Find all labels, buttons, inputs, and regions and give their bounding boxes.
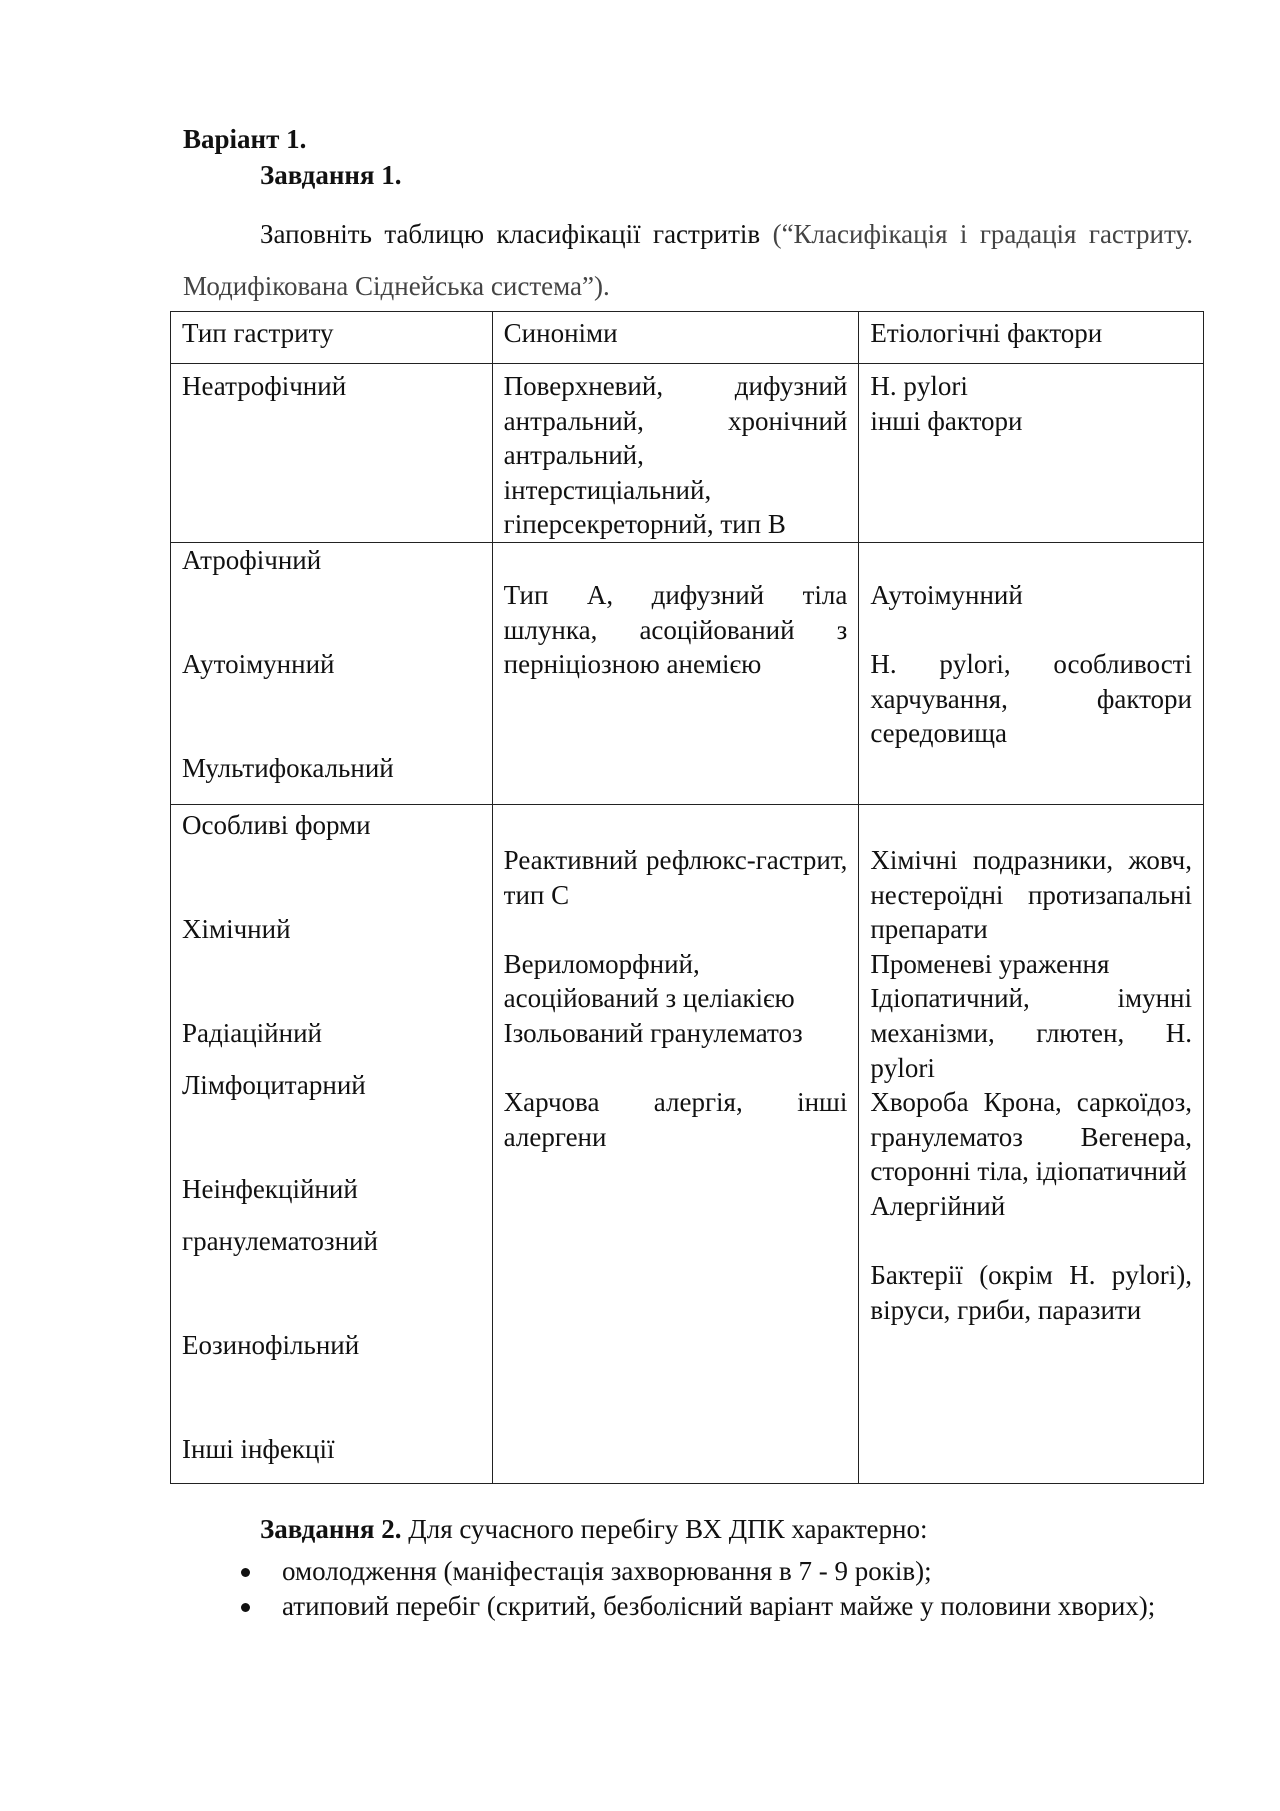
type-radiation: Радіаційний xyxy=(182,1017,322,1048)
type-granulomatous: гранулематозний xyxy=(182,1225,378,1256)
task1-instructions xyxy=(183,208,1193,312)
task2-label: Завдання 2. xyxy=(260,1514,402,1544)
etiology-item: H. pylori, особливості харчування, фактори середовища xyxy=(870,649,1192,749)
row1-type: Неатрофічний xyxy=(171,364,493,543)
synonym-item: Харчова алергія, інші алергени xyxy=(503,1087,848,1152)
instruction-main: Заповніть таблицю класифікації гастритів xyxy=(260,219,761,249)
row2-etiology xyxy=(859,542,1204,804)
etiology-item: інші фактори xyxy=(870,405,1023,436)
row2-types xyxy=(171,542,493,804)
etiology-item: Ідіопатичний, імунні механізми, глютен, H. pylori xyxy=(870,983,1192,1083)
synonym-item: Ізольований гранулематоз xyxy=(503,1017,803,1048)
synonym-item: Реактивний рефлюкс-гастрит, тип С xyxy=(503,844,848,910)
type-atrophic: Атрофічний xyxy=(182,544,322,575)
header-etiology: Етіологічні фактори xyxy=(859,312,1204,364)
row1-synonyms: Поверхневий, дифузний антральний, хронічний антральний, інтерстиціальний, гіперсекреторний, тип В xyxy=(492,364,859,543)
bullet-text: омолодження (маніфестація захворювання в 7 - 9 років); xyxy=(282,1556,932,1586)
row3-etiology xyxy=(859,804,1204,1483)
etiology-item: Хімічні подразники, жовч, нестероїдні протизапальні препарати xyxy=(870,844,1192,945)
table-row xyxy=(171,804,1204,1483)
instruction-source: (“Класифікація і градація гастриту. Модифікована Сіднейська система”). xyxy=(183,219,1193,301)
type-multifocal: Мультифокальний xyxy=(182,752,394,783)
gastritis-classification-table xyxy=(170,311,1204,1484)
etiology-item: Променеві ураження xyxy=(870,948,1110,979)
type-lymphocytic: Лімфоцитарний xyxy=(182,1069,366,1100)
bullet-icon xyxy=(241,1603,250,1612)
bullet-text: атиповий перебіг (скритий, безболісний варіант майже у половини хворих); xyxy=(282,1590,1156,1621)
type-eosinophilic: Еозинофільний xyxy=(182,1329,360,1360)
etiology-item: Алергійний xyxy=(870,1190,1006,1221)
table-header-row xyxy=(171,312,1204,364)
synonym-text: Тип А, дифузний тіла шлунка, асоційований з перніціозною анемією xyxy=(503,579,848,680)
row3-synonyms xyxy=(492,804,859,1483)
etiology-item: Хвороба Крона, саркоїдоз, гранулематоз Вегенера, сторонні тіла, ідіопатичний xyxy=(870,1087,1192,1187)
header-synonyms: Синоніми xyxy=(492,312,859,364)
list-item xyxy=(183,1554,1193,1589)
etiology-item: Аутоімунний xyxy=(870,579,1023,610)
row2-synonyms xyxy=(492,542,859,804)
etiology-item: Бактерії (окрім H. pylori), віруси, гриби, паразити xyxy=(870,1260,1192,1325)
type-chemical: Хімічний xyxy=(182,913,291,944)
table-row xyxy=(171,364,1204,543)
synonym-item: Вериломорфний, асоційований з целіакією xyxy=(503,948,795,1014)
list-item xyxy=(183,1589,1193,1624)
header-type: Тип гастриту xyxy=(171,312,493,364)
type-noninfectious: Неінфекційний xyxy=(182,1173,358,1204)
table-row xyxy=(171,542,1204,804)
row3-types xyxy=(171,804,493,1483)
row1-etiology xyxy=(859,364,1204,543)
type-special-forms: Особливі форми xyxy=(182,809,371,840)
etiology-item: H. pylori xyxy=(870,371,968,401)
task2-heading xyxy=(260,1514,927,1545)
bullet-icon xyxy=(241,1568,250,1577)
type-autoimmune: Аутоімунний xyxy=(182,648,335,679)
task2-bullet-list xyxy=(183,1554,1193,1623)
task1-title: Завдання 1. xyxy=(260,160,402,190)
variant-heading: Варіант 1. xyxy=(183,124,307,154)
task2-text: Для сучасного перебігу ВХ ДПК характерно: xyxy=(408,1514,928,1544)
type-other-infections: Інші інфекції xyxy=(182,1433,335,1464)
